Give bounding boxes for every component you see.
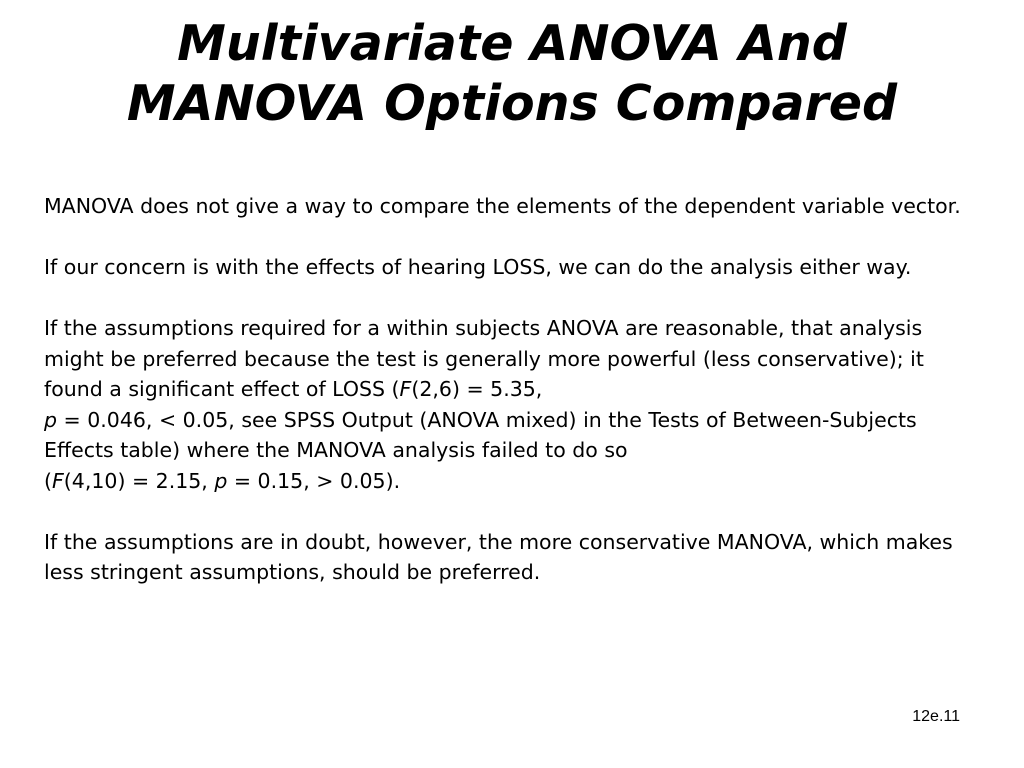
p-value-symbol: p	[44, 407, 58, 432]
paragraph-hearing-loss: If our concern is with the effects of hearing LOSS, we can do the analysis either way.	[44, 255, 912, 279]
paragraph-text: = 0.15, > 0.05).	[227, 468, 401, 493]
slide-number: 12e.11	[912, 708, 960, 725]
slide-title-line-2: MANOVA Options Compared	[126, 75, 898, 132]
slide-body	[44, 191, 984, 588]
paragraph-anova-preferred	[44, 313, 984, 496]
paragraph-manova-limitation: MANOVA does not give a way to compare the elements of the dependent variable vector.	[44, 194, 961, 218]
paragraph-text: (4,10) = 2.15,	[63, 468, 215, 493]
paragraph-text: (2,6) = 5.35,	[411, 377, 543, 401]
f-statistic-symbol: F	[52, 468, 64, 493]
paragraph-text: (	[44, 468, 52, 493]
slide-title	[0, 14, 1024, 134]
paragraph-text: If the assumptions required for a within subjects ANOVA are reasonable, that analysis might be preferred because the test is generally more powerful (less conservative); it found a significant effect of LOSS (	[44, 316, 924, 401]
slide-title-line-1: Multivariate ANOVA And	[177, 15, 847, 72]
paragraph-manova-preferred: If the assumptions are in doubt, however, the more conservative MANOVA, which makes less stringent assumptions, should be preferred.	[44, 529, 953, 584]
paragraph-text: = 0.046, < 0.05, see SPSS Output (ANOVA mixed) in the Tests of Between-Subjects Effects table) where the MANOVA analysis failed to do so	[44, 407, 917, 462]
p-value-symbol: p	[214, 468, 228, 493]
f-statistic-symbol: F	[399, 377, 412, 401]
